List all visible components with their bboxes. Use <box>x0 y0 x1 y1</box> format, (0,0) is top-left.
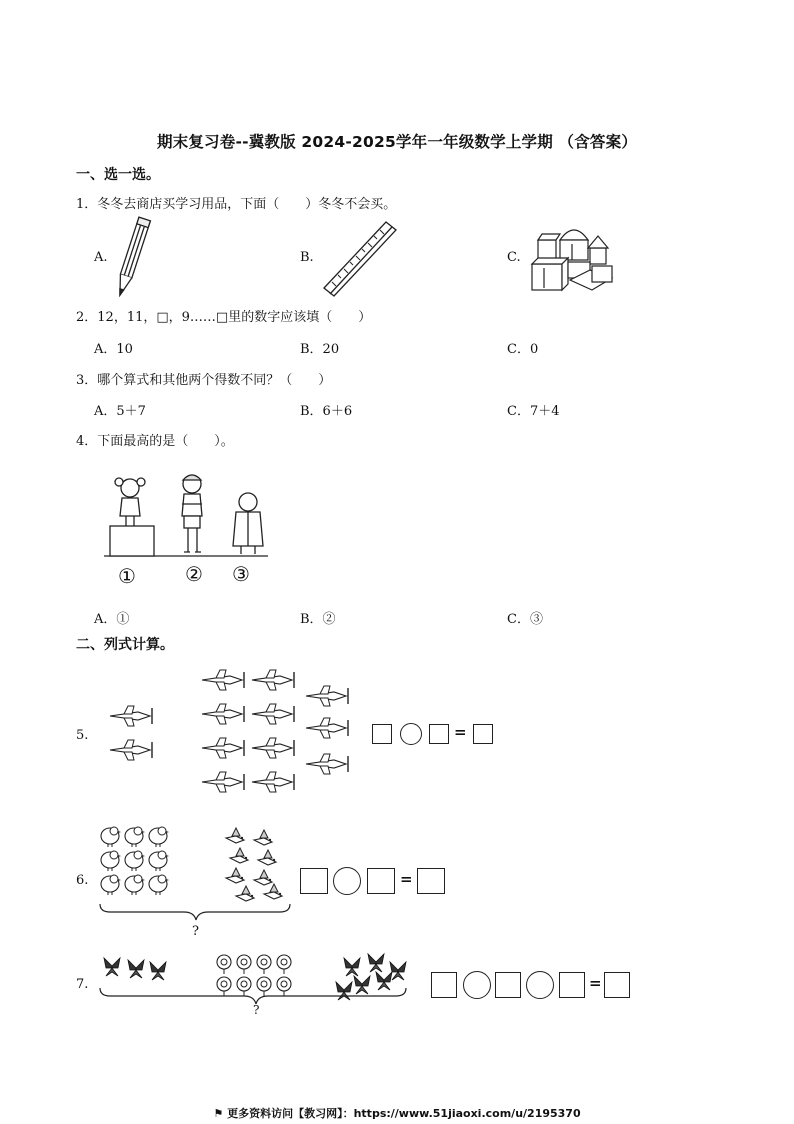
q2-option-a[interactable]: A．10 <box>94 342 133 357</box>
ruler-image <box>320 218 400 300</box>
chicks-and-birds-picture <box>96 824 296 924</box>
q6-operator-circle[interactable] <box>333 867 361 895</box>
q4-option-c[interactable]: C．③ <box>507 612 543 627</box>
question-1-text: 1．冬冬去商店买学习用品，下面（ ）冬冬不会买。 <box>76 197 397 212</box>
q5-answer-box-result[interactable] <box>473 724 493 744</box>
q2-option-b[interactable]: B．20 <box>300 342 340 357</box>
q5-answer-box-1[interactable] <box>372 724 392 744</box>
q7-answer-box-1[interactable] <box>431 972 457 998</box>
question-5-number: 5. <box>76 728 89 743</box>
question-7-number: 7. <box>76 977 89 992</box>
section-heading-choose: 一、选一选。 <box>76 167 160 183</box>
q7-answer-box-2[interactable] <box>495 972 521 998</box>
q7-operator-circle-2[interactable] <box>526 971 554 999</box>
flag-icon: ⚑ <box>213 1107 224 1120</box>
building-blocks-image <box>528 218 618 298</box>
q7-question-mark: ? <box>253 1003 260 1017</box>
q3-option-c[interactable]: C．7＋4 <box>507 404 560 419</box>
figure-label-3: ③ <box>232 562 250 586</box>
q6-answer-box-result[interactable] <box>417 868 445 894</box>
q7-operator-circle-1[interactable] <box>463 971 491 999</box>
section-heading-calculate: 二、列式计算。 <box>76 637 174 653</box>
q1-option-a[interactable]: A. <box>94 250 108 265</box>
q6-answer-box-1[interactable] <box>300 868 328 894</box>
footer-link[interactable]: 更多资料访问【教习网】：https://www.51jiaoxi.com/u/2195370 <box>227 1107 581 1120</box>
page-title: 期末复习卷--冀教版 2024-2025学年一年级数学上学期 （含答案） <box>156 133 638 151</box>
q2-option-c[interactable]: C．0 <box>507 342 539 357</box>
q7-answer-box-3[interactable] <box>559 972 585 998</box>
q5-equals-sign: = <box>454 723 467 741</box>
question-4-text: 4．下面最高的是（ ）。 <box>76 434 234 449</box>
q4-option-b[interactable]: B．② <box>300 612 336 627</box>
q7-answer-box-result[interactable] <box>604 972 630 998</box>
pencil-image <box>112 215 152 301</box>
figure-label-2: ② <box>185 562 203 586</box>
q1-option-b[interactable]: B. <box>300 250 314 265</box>
question-2-text: 2．12，11，□，9……□里的数字应该填（ ） <box>76 310 372 325</box>
q6-equals-sign: = <box>400 870 413 888</box>
q7-equals-sign: = <box>589 974 602 992</box>
q6-answer-box-2[interactable] <box>367 868 395 894</box>
q3-option-b[interactable]: B．6＋6 <box>300 404 353 419</box>
airplanes-picture <box>100 662 360 802</box>
question-6-number: 6. <box>76 873 89 888</box>
q5-operator-circle[interactable] <box>400 723 422 745</box>
q6-question-mark: ? <box>192 924 199 939</box>
question-3-text: 3．哪个算式和其他两个得数不同？（ ） <box>76 373 332 388</box>
footer <box>0 1105 794 1121</box>
butterflies-picture <box>96 950 418 1010</box>
q4-option-a[interactable]: A．① <box>94 612 130 627</box>
height-comparison-figure <box>100 468 270 563</box>
figure-label-1: ① <box>118 564 136 588</box>
q5-answer-box-2[interactable] <box>429 724 449 744</box>
q1-option-c[interactable]: C. <box>507 250 521 265</box>
q3-option-a[interactable]: A．5＋7 <box>94 404 146 419</box>
